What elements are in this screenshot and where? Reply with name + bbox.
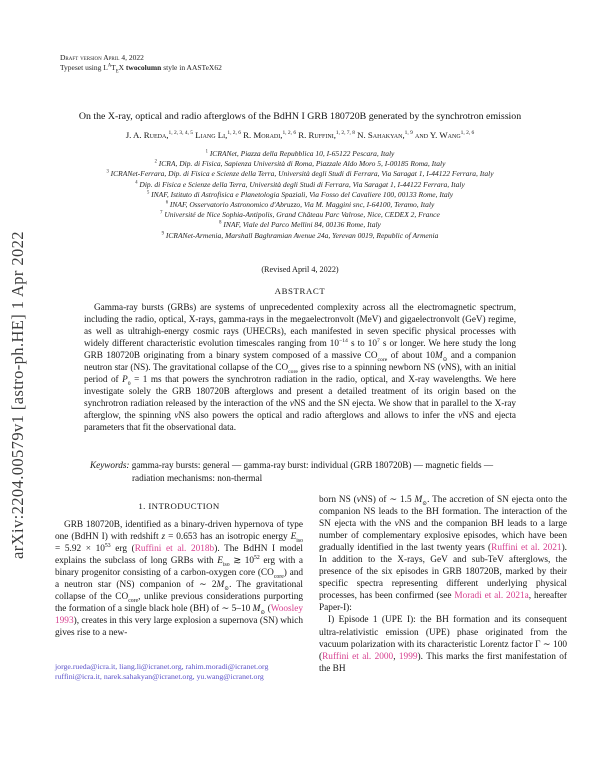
affiliation-5: $^5$ INAF, Istituto di Astrofisica e Planetologia Spaziali, Via Fosso del Cavaliere 100, 00133 Rome, Italy xyxy=(146,189,454,199)
affiliation-4: $^4$ Dip. di Fisica e Scienze della Terra, Università degli Studi di Ferrara, Via Saragat 1, I-44122 Ferrara, Italy xyxy=(135,179,465,189)
author-list: J. A. Rueda,$^{1, 2, 3, 4, 5}$ Liang Li,$^{1, 2, 6}$ R. Moradi,$^{1, 2, 6}$ R. Ruffini,$^{1, 2, 7, 8}$ N. Sahakyan,$^{1, 9}$ and Y. Wang$^{1, 2, 6}$ xyxy=(125,130,475,140)
draft-version-line: Draft version April 4, 2022 xyxy=(60,53,144,62)
affiliation-8: $^8$ INAF, Viale del Parco Mellini 84, 00136 Rome, Italy xyxy=(219,220,381,230)
affiliation-3: $^3$ ICRANet-Ferrara, Dip. di Fisica e Scienze della Terra, Università degli Studi di Ferrara, Via Saragat 1, I-44122 Ferrara, Italy xyxy=(106,169,494,179)
episode-1-paragraph: I) Episode 1 (UPE I): the BH formation and its consequent ultra-relativistic emission (UPE) phase originated from the vacuum polarization with its characteristic Lorentz factor Γ ∼ 100 (Ruffini et al. 2000, 1999). This marks the first manifestation of the BH xyxy=(319,615,567,674)
paper-title: On the X-ray, optical and radio afterglows of the BdHN I GRB 180720B generated by the synchrotron emission xyxy=(78,111,522,122)
citation-link[interactable]: Moradi et al. 2021a xyxy=(454,591,529,602)
right-column xyxy=(319,494,567,675)
citation-link[interactable]: Woosley 1993 xyxy=(55,604,303,627)
affiliation-list xyxy=(30,149,570,241)
affiliation-6: $^6$ INAF, Osservatorio Astronomico d'Abruzzo, Via M. Maggini snc, I-64100, Teramo, Italy xyxy=(165,200,435,210)
email-link[interactable]: jorge.rueda@icra.it, liang.li@icranet.org, rahim.moradi@icranet.org xyxy=(55,662,269,671)
revised-date: (Revised April 4, 2022) xyxy=(261,265,339,274)
email-line-2 xyxy=(55,672,309,682)
arxiv-watermark: arXiv:2204.00579v1 [astro-ph.HE] 1 Apr 2022 xyxy=(8,231,27,559)
section-heading-introduction: 1. INTRODUCTION xyxy=(138,501,220,511)
email-footnote xyxy=(55,662,309,683)
citation-link[interactable]: Ruffini et al. 2021 xyxy=(491,543,562,554)
intro-paragraph-right: born NS (νNS) of ∼ 1.5 $M_⊙$. The accretion of SN ejecta onto the companion NS leads to the BH formation. The interaction of the SN ejecta with the νNS and the companion BH leads to a large number of complementary explosive episodes, which have been gradually identified in the last twenty years (Ruffini et al. 2021). In addition to the X-rays, GeV and sub-TeV afterglows, the presence of the six episodes in GRB 180720B, marked by their specific spectra representing different underlying physical processes, has been confirmed (see Moradi et al. 2021a, hereafter Paper-I): xyxy=(319,495,568,614)
intro-paragraph-left: GRB 180720B, identified as a binary-driven hypernova of type one (BdHN I) with redshift z = 0.653 has an isotropic energy $E_{iso} = 5.92 \times 10^{53}$ erg (Ruffini et al. 2018b). The BdHN I model explains the subclass of long GRBs with $E_{iso}$ ≳ $10^{52}$ erg with a binary progenitor consisting of a carbon-oxygen core $(CO_{core})$ and a neutron star (NS) companion of ∼ $2M_⊙$. The gravitational collapse of the $CO_{core}$, unlike previous considerations purporting the formation of a single black hole (BH) of ∼ 5–10 $M_⊙$ (Woosley 1993), creates in this very large explosion a supernova (SN) which gives rise to a new- xyxy=(55,520,304,639)
draft-header xyxy=(60,53,222,73)
left-column xyxy=(55,494,303,640)
typeset-line: Typeset using $L^AT_EX$ twocolumn style in AASTeX62 xyxy=(60,63,222,75)
citation-link[interactable]: Ruffini et al. 2018b xyxy=(134,544,215,555)
affiliation-1: $^1$ ICRANet, Piazza della Repubblica 10, I-65122 Pescara, Italy xyxy=(205,149,395,158)
email-link[interactable]: ruffini@icra.it, narek.sahakyan@icranet.org, yu.wang@icranet.org xyxy=(55,672,264,682)
affiliation-7: $^7$ Université de Nice Sophia-Antipolis, Grand Château Parc Valrose, Nice, CEDEX 2, France xyxy=(160,210,440,220)
abstract-heading: ABSTRACT xyxy=(274,286,326,296)
affiliation-9: $^9$ ICRANet-Armenia, Marshall Baghramian Avenue 24a, Yerevan 0019, Republic of Armenia xyxy=(161,230,439,240)
abstract-text: Gamma-ray bursts (GRBs) are systems of unprecedented complexity across all the electromagnetic spectrum, including the radio, optical, X-rays, gamma-rays in the megaelectronvolt (MeV) and gigaelectronvolt (GeV) regime, as well as ultrahigh-energy cosmic rays (UHECRs), each manifested in seven specific physical processes with widely different characteristic evolution timescales ranging from $10^{-14}$ s to $10^7$ s or longer. We here study the long GRB 180720B originating from a binary system composed of a massive $CO_{core}$ of about $10M_⊙$ and a companion neutron star (NS). The gravitational collapse of the $CO_{core}$ gives rise to a spinning newborn NS (νNS), with an initial period of $P_0 = 1$ ms that powers the synchrotron radiation in the radio, optical, and X-ray wavelengths. We here investigate solely the GRB 180720B afterglows and present a detailed treatment of its origin based on the synchrotron radiation released by the interaction of the νNS and the SN ejecta. We show that in parallel to the X-ray afterglow, the spinning νNS also powers the optical and radio afterglows and allows to infer the νNS and ejecta parameters that fit the observational data. xyxy=(84,302,516,433)
citation-link[interactable]: Ruffini et al. 2000 xyxy=(322,651,394,662)
affiliation-2: $^2$ ICRA, Dip. di Fisica, Sapienza Università di Roma, Piazzale Aldo Moro 5, I-00185 Roma, Italy xyxy=(154,159,446,169)
email-line-1 xyxy=(55,662,309,672)
citation-link[interactable]: 1999 xyxy=(398,651,418,662)
keywords-line: Keywords: gamma-ray bursts: general — gamma-ray burst: individual (GRB 180720B) — magnetic fields — radiation mechanisms: non-thermal xyxy=(90,460,494,483)
